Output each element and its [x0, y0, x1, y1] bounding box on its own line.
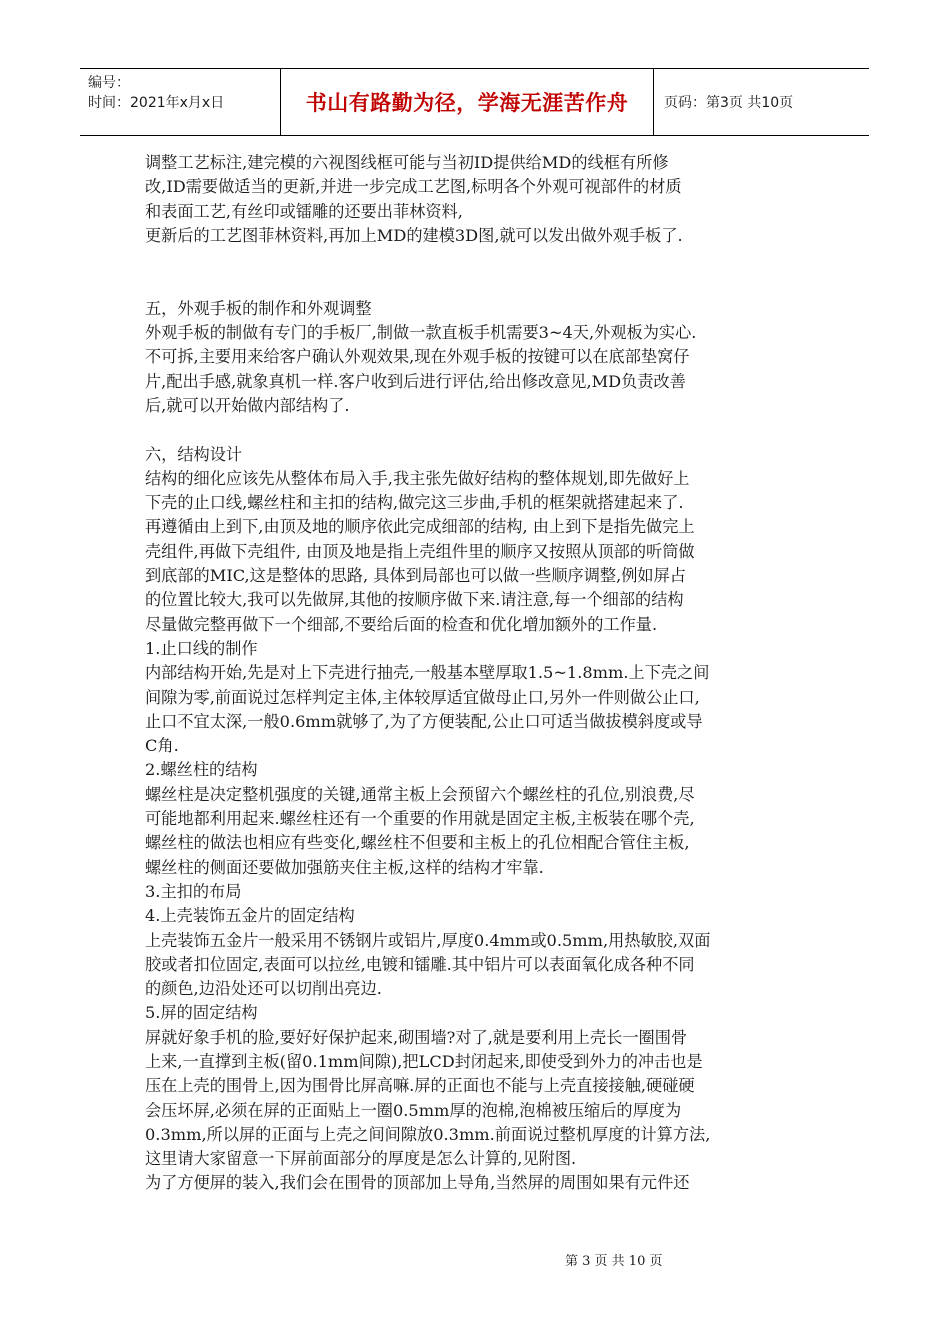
body-line: 改,ID需要做适当的更新,并进一步完成工艺图,标明各个外观可视部件的材质	[145, 177, 682, 197]
body-line: 的位置比较大,我可以先做屏,其他的按顺序做下来.请注意,每一个细部的结构	[145, 590, 684, 610]
body-line: 螺丝柱的侧面还要做加强筋夹住主板,这样的结构才牢靠.	[145, 857, 544, 877]
body-line: 调整工艺标注,建完模的六视图线框可能与当初ID提供给MD的线框有所修	[145, 153, 669, 172]
body-line: 螺丝柱的做法也相应有些变化,螺丝柱不但要和主板上的孔位相配合管住主板,	[145, 833, 690, 853]
body-line: 5.屏的固定结构	[145, 1003, 258, 1023]
body-line: 止口不宜太深,一般0.6mm就够了,为了方便装配,公止口可适当做拔模斜度或导	[145, 711, 703, 731]
header-page-info: 页码：第3页 共10页	[664, 95, 794, 111]
blank-line	[145, 418, 825, 442]
body-line: 下壳的止口线,螺丝柱和主扣的结构,做完这三步曲,手机的框架就搭建起来了.	[145, 493, 684, 513]
body-line: 可能地都利用起来.螺丝柱还有一个重要的作用就是固定主板,主板装在哪个壳,	[145, 809, 695, 829]
body-line: 间隙为零,前面说过怎样判定主体,主体较厚适宜做母止口,另外一件则做公止口,	[145, 687, 700, 707]
body-line: 上壳装饰五金片一般采用不锈钢片或铝片,厚度0.4mm或0.5mm,用热敏胶,双面	[145, 930, 711, 950]
body-line: 会压坏屏,必须在屏的正面贴上一圈0.5mm厚的泡棉,泡棉被压缩后的厚度为	[145, 1100, 682, 1120]
header-code: 编号：	[88, 75, 130, 91]
header-meta	[80, 69, 281, 135]
body-line: 4.上壳装饰五金片的固定结构	[145, 906, 355, 926]
body-line: 和表面工艺,有丝印或镭雕的还要出菲林资料,	[145, 201, 463, 221]
body-line: 后,就可以开始做内部结构了.	[145, 395, 350, 415]
body-line: 不可拆,主要用来给客户确认外观效果,现在外观手板的按键可以在底部垫窝仔	[145, 347, 690, 367]
body-line: 结构的细化应该先从整体布局入手,我主张先做好结构的整体规划,即先做好上	[145, 468, 690, 488]
body-line: 再遵循由上到下,由顶及地的顺序依此完成细部的结构, 由上到下是指先做完上	[145, 517, 695, 537]
body-line: C角.	[145, 736, 179, 756]
body-line: 尽量做完整再做下一个细部,不要给后面的检查和优化增加额外的工作量.	[145, 614, 658, 634]
document-body	[145, 151, 825, 1196]
body-line: 外观手板的制做有专门的手板厂,制做一款直板手机需要3~4天,外观板为实心.	[145, 323, 697, 343]
body-line: 壳组件,再做下壳组件, 由顶及地是指上壳组件里的顺序又按照从顶部的听筒做	[145, 541, 695, 561]
body-line: 屏就好象手机的脸,要好好保护起来,砌围墙?对了,就是要利用上壳长一圈围骨	[145, 1027, 688, 1047]
body-line: 这里请大家留意一下屏前面部分的厚度是怎么计算的,见附图.	[145, 1149, 577, 1169]
body-line: 胶或者扣位固定,表面可以拉丝,电镀和镭雕.其中铝片可以表面氧化成各种不同	[145, 954, 695, 974]
page-header	[80, 68, 869, 136]
body-line: 到底部的MIC,这是整体的思路, 具体到局部也可以做一些顺序调整,例如屏占	[145, 566, 686, 586]
body-line: 3.主扣的布局	[145, 881, 242, 901]
footer-page-number: 第 3 页 共 10 页	[565, 1254, 663, 1269]
body-line: 六，结构设计	[145, 444, 243, 464]
body-line: 螺丝柱是决定整机强度的关键,通常主板上会预留六个螺丝柱的孔位,别浪费,尽	[145, 784, 695, 804]
body-line: 1.止口线的制作	[145, 638, 258, 658]
body-line: 五，外观手板的制作和外观调整	[145, 298, 372, 318]
header-motto: 书山有路勤为径，学海无涯苦作舟	[281, 69, 654, 135]
header-time: 时间：2021年x月x日	[88, 95, 225, 111]
blank-line	[145, 272, 825, 296]
blank-line	[145, 248, 825, 272]
body-line: 压在上壳的围骨上,因为围骨比屏高嘛.屏的正面也不能与上壳直接接触,硬碰硬	[145, 1076, 695, 1096]
body-line: 的颜色,边沿处还可以切削出亮边.	[145, 979, 382, 999]
body-line: 内部结构开始,先是对上下壳进行抽壳,一般基本壁厚取1.5~1.8mm.上下壳之间	[145, 663, 710, 683]
body-line: 更新后的工艺图菲林资料,再加上MD的建模3D图,就可以发出做外观手板了.	[145, 225, 683, 245]
body-line: 2.螺丝柱的结构	[145, 760, 258, 780]
body-line: 0.3mm,所以屏的正面与上壳之间间隙放0.3mm.前面说过整机厚度的计算方法,	[145, 1124, 711, 1144]
body-line: 片,配出手感,就象真机一样.客户收到后进行评估,给出修改意见,MD负责改善	[145, 371, 686, 391]
body-line: 上来,一直撑到主板(留0.1mm间隙),把LCD封闭起来,即使受到外力的冲击也是	[145, 1051, 703, 1071]
body-line: 为了方便屏的装入,我们会在围骨的顶部加上导角,当然屏的周围如果有元件还	[145, 1173, 690, 1193]
